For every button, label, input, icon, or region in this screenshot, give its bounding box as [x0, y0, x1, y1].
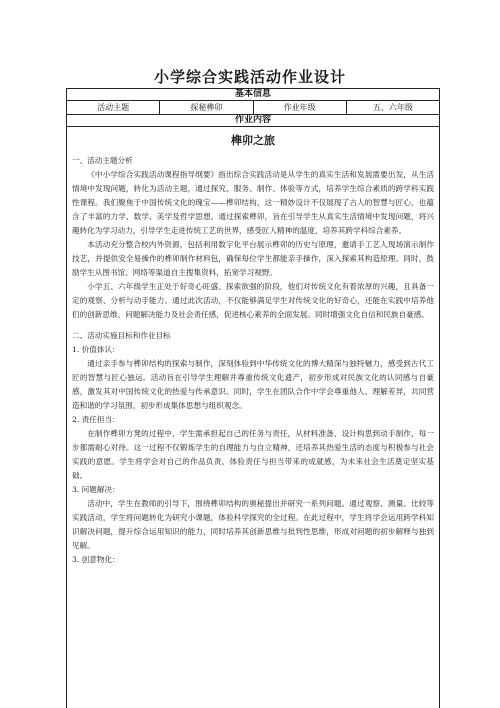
goal-4-heading: 3. 创意物化：: [72, 555, 120, 564]
section-1-paragraph-1: 《中小学综合实践活动课程指导纲要》指出综合实践活动是从学生的真实生活和发展需要出发，从生活情境中发现问题，转化为活动主题，通过探究、服务、制作、体验等方式，培养学生综合素质的跨学科实践性课程。我们聚焦于中国传统文化的瑰宝——榫卯结构，这一精妙设计不仅展现了古人的智慧与匠心，也蕴含了丰富的力学、数学、美学及哲学思想。通过探索榫卯，旨在引导学生从真实生活情境中发现问题，将兴趣转化为学习动力，引导学生走进传统工艺的世界，感受匠人精神的温度，培养其跨学科综合素养。: [72, 170, 434, 235]
goal-1-heading: 1. 价值体认：: [72, 345, 120, 354]
goal-1-paragraph: 通过亲手参与榫卯结构的探索与制作，深刻体验到中华传统文化的博大精深与独特魅力，感受到古代工匠的智慧与匠心独运。活动旨在引导学生理解并尊重传统文化遗产，初步形成对民族文化的认同感与自豪感，激发其对中国传统文化的热爱与传承意识。同时，学生在团队合作中学会尊重他人、理解差异，共同营造和谐的学习氛围，初步形成集体思想与组织观念。: [72, 359, 434, 410]
goal-2-paragraph: 在制作榫卯方凳的过程中，学生需承担起自己的任务与责任，从材料准备、设计构思到动手制作，每一步都需耐心对待。这一过程不仅锻炼学生的自理能力与自立精神，还培养其热爱生活的态度与积极参与社会实践的意愿。学生将学会对自己的作品负责，体验责任与担当带来的成就感，为未来社会生活奠定坚实基础。: [72, 429, 434, 480]
goal-2-heading: 2. 责任担当：: [72, 415, 120, 424]
section-1-paragraph-3: 小学五、六年级学生正处于好奇心旺盛、探索欲强的阶段，他们对传统文化有着浓厚的兴趣，且具备一定的观察、分析与动手能力。通过此次活动，不仅能够满足学生对传统文化的好奇心，还能在实践中培养他们的创新思维、问题解决能力及社会责任感，促进核心素养的全面发展。同时增强文化自信和民族自豪感。: [72, 282, 434, 319]
grade-value: 五、六年级: [372, 103, 413, 112]
goal-3-paragraph: 活动中，学生在教师的引导下，围绕榫卯结构的奥秘提出并研究一系列问题。通过观察、测量、比较等实践活动，学生将问题转化为研究小课题，体验科学探究的全过程。在此过程中，学生将学会运用跨学科知识解决问题，提升综合运用知识的能力，同时培养其创新思维与批判性思维，形成对问题的初步解释与独到见解。: [72, 499, 434, 550]
content-header: 作业内容: [67, 115, 439, 127]
meta-row: [67, 101, 439, 115]
theme-title: 榫卯之旅: [231, 134, 275, 147]
theme-label: 活动主题: [67, 101, 160, 114]
page-title: 小学综合实践活动作业设计: [153, 68, 346, 86]
basic-info-header: 基本信息: [67, 89, 439, 101]
assignment-table: [66, 88, 440, 708]
grade-label: 作业年级: [254, 101, 347, 114]
content-body: [67, 127, 439, 567]
section-2-heading: 二、活动实施目标和作业目标: [72, 331, 171, 340]
section-1-heading: 一、活动主题分析: [72, 156, 133, 165]
section-1-paragraph-2: 本活动充分整合校内外资源，包括利用数字化平台展示榫卯的历史与原理，邀请手工艺人现场演示制作技艺，并提供安全易操作的榫卯制作材料包，确保每位学生都能亲手操作，深入探索其构造原理。同时，鼓励学生从图书馆、网络等渠道自主搜集资料，拓宽学习视野。: [72, 240, 434, 277]
theme-value: 探秘榫卯: [160, 101, 253, 114]
goal-3-heading: 3. 问题解决：: [72, 485, 120, 494]
